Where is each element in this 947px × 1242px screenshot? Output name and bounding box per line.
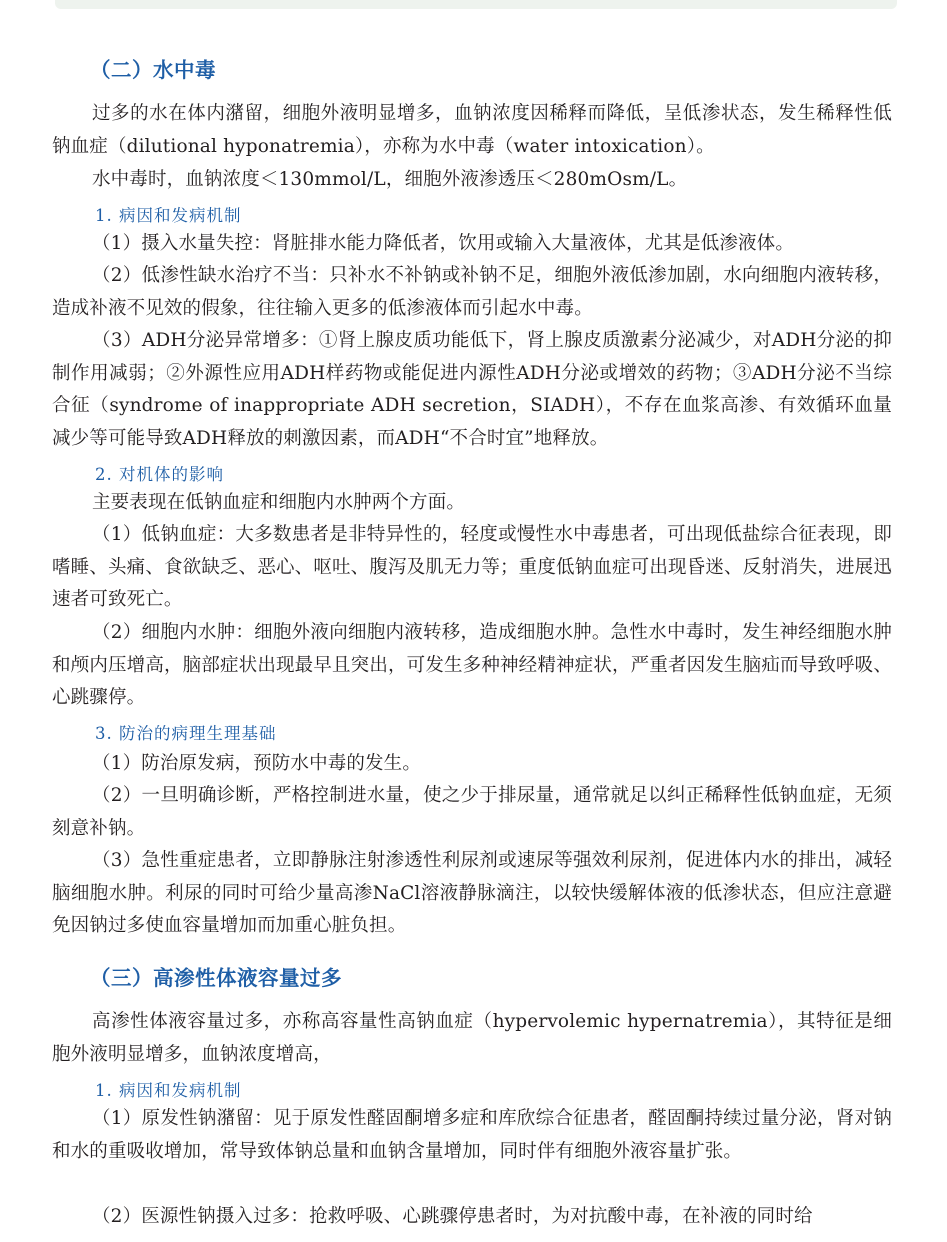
paragraph-criteria: 水中毒时，血钠浓度＜130mmol/L，细胞外液渗透压＜280mOsm/L。 [92, 169, 688, 190]
paragraph-treatment-1: （1）防治原发病，预防水中毒的发生。 [92, 753, 421, 774]
paragraph-effect-2: （2）细胞内水肿：细胞外液向细胞内液转移，造成细胞水肿。急性水中毒时，发生神经细胞水肿和颅内压增高，脑部症状出现最早且突出，可发生多种神经精神症状，严重者因发生脑疝而导致呼吸、心跳骤停。 [52, 622, 892, 709]
paragraph-intro: 过多的水在体内潴留，细胞外液明显增多，血钠浓度因稀释而降低，呈低渗状态，发生稀释性低钠血症（dilutional hyponatremia），亦称为水中毒（water intoxication）。 [52, 103, 892, 157]
section-heading-hypervolemic-hypernatremia: （三）高渗性体液容量过多 [90, 966, 342, 990]
paragraph-cause-2: （2）低渗性缺水治疗不当：只补水不补钠或补钠不足，细胞外液低渗加剧，水向细胞内液转移，造成补液不见效的假象，往往输入更多的低渗液体而引起水中毒。 [52, 265, 892, 319]
paragraph-effect-1: （1）低钠血症：大多数患者是非特异性的，轻度或慢性水中毒患者，可出现低盐综合征表现，即嗜睡、头痛、食欲缺乏、恶心、呕吐、腹泻及肌无力等；重度低钠血症可出现昏迷、反射消失，进展迅速者可致死亡。 [52, 524, 892, 611]
paragraph-effects-intro: 主要表现在低钠血症和细胞内水肿两个方面。 [92, 492, 466, 513]
paragraph-treatment-3: （3）急性重症患者，立即静脉注射渗透性利尿剂或速尿等强效利尿剂，促进体内水的排出，减轻脑细胞水肿。利尿的同时可给少量高渗NaCl溶液静脉滴注，以较快缓解体液的低渗状态，但应注意避免因钠过多使血容量增加而加重心脏负担。 [52, 850, 892, 937]
subheading-section3-etiology: 1. 病因和发病机制 [95, 1081, 242, 1100]
paragraph-cause-1: （1）摄入水量失控：肾脏排水能力降低者，饮用或输入大量液体，尤其是低渗液体。 [92, 233, 794, 254]
subheading-etiology: 1. 病因和发病机制 [95, 206, 242, 225]
paragraph-cause-3: （3）ADH分泌异常增多：①肾上腺皮质功能低下，肾上腺皮质激素分泌减少，对ADH分泌的抑制作用减弱；②外源性应用ADH样药物或能促进内源性ADH分泌或增效的药物；③ADH分泌不当综合征（syndrome of inappropriate ADH secretion，SIADH），不存在血浆高渗、有效循环血量减少等可能导致ADH释放的刺激因素，而ADH“不合时宜”地释放。 [52, 330, 892, 449]
paragraph-section3-intro: 高渗性体液容量过多，亦称高容量性高钠血症（hypervolemic hypernatremia），其特征是细胞外液明显增多，血钠浓度增高， [52, 1011, 892, 1065]
paragraph-section3-cause-1: （1）原发性钠潴留：见于原发性醛固酮增多症和库欣综合征患者，醛固酮持续过量分泌，肾对钠和水的重吸收增加，常导致体钠总量和血钠含量增加，同时伴有细胞外液容量扩张。 [52, 1108, 892, 1162]
subheading-treatment: 3. 防治的病理生理基础 [95, 724, 277, 743]
top-decoration-bar [55, 0, 897, 9]
paragraph-section3-cause-2: （2）医源性钠摄入过多：抢救呼吸、心跳骤停患者时，为对抗酸中毒，在补液的同时给 [92, 1206, 813, 1227]
subheading-effects: 2. 对机体的影响 [95, 465, 224, 484]
paragraph-treatment-2: （2）一旦明确诊断，严格控制进水量，使之少于排尿量，通常就足以纠正稀释性低钠血症，无须刻意补钠。 [52, 785, 892, 839]
section-heading-water-intoxication: （二）水中毒 [90, 58, 216, 82]
